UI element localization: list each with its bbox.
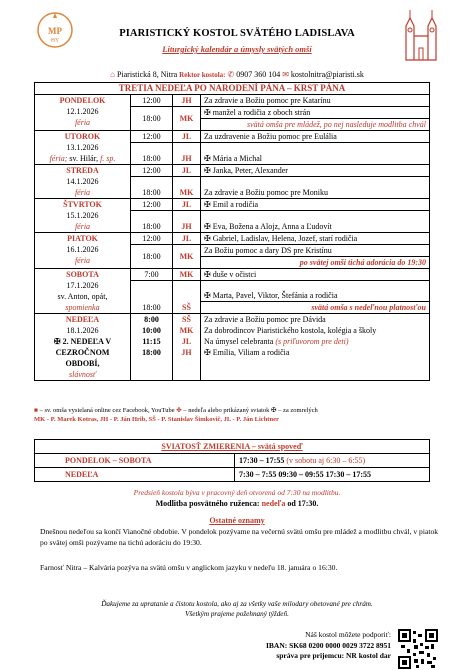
mass-intention: Za uzdravenie a Božiu pomoc pre Eulália: [201, 131, 430, 143]
mass-intention: ✠ Marta, Pavel, Viktor, Štefánia a rodičia: [201, 281, 430, 302]
page-title: PIARISTICKÝ KOSTOL SVÄTÉHO LADISLAVA: [119, 28, 355, 39]
legend-priests: MK - P. Marek Kotras, JH - P. Ján Hrib, SŠ - P. Stanislav Šimkovič, JL - P. Ján Lichtner: [34, 416, 279, 423]
priest-code: JL: [173, 233, 201, 245]
priest-code: MK: [173, 269, 201, 281]
mass-time: 18:00: [131, 281, 173, 314]
day-name: UTOROK: [64, 132, 101, 141]
mass-time: 7:00: [131, 269, 173, 281]
home-icon: ⌂: [110, 70, 115, 79]
priest-code: MK: [173, 107, 201, 131]
mass-schedule-table: [34, 82, 430, 381]
mass-intention: Za dobrodincov Piaristického kostola, kolégia a školy: [204, 326, 377, 335]
priest-code: JL: [181, 337, 192, 346]
day-date: 13.1.2026: [66, 143, 99, 152]
mass-intention: Za zdravie a Božiu pomoc pre Moniku: [201, 177, 430, 199]
iban: IBAN: SK68 0200 0000 0029 3722 8951: [265, 640, 391, 650]
table-row: [35, 269, 430, 281]
day-name: PONDELOK: [59, 96, 106, 105]
mass-time: 18:00: [131, 177, 173, 199]
day-rank: spomienka: [65, 303, 100, 312]
open-note: Predsieň kostola býva v pracovný deň otvorená od 7:30 na modlitbu.: [133, 488, 341, 497]
payment-note: správa pre prijemcu: NR kostol dar: [276, 651, 391, 660]
day-name: PIATOK: [67, 234, 98, 243]
day-name: SOBOTA: [66, 270, 99, 279]
day-name: NEDEĽA: [65, 315, 100, 324]
table-row: [35, 95, 430, 107]
mail-icon: ✉: [282, 70, 289, 79]
day-date: 14.1.2026: [66, 177, 99, 186]
mass-time: 12:00: [131, 199, 173, 211]
table-row: [35, 233, 430, 245]
sunday-feast: ✠ 2. NEDEĽA V CEZROČNOM OBDOBÍ,: [53, 337, 112, 368]
svg-text:MP: MP: [48, 26, 62, 36]
priest-code: SŠ: [173, 281, 201, 314]
other-notices-title: Ostatné oznamy: [209, 516, 265, 525]
bank-info: [258, 630, 391, 662]
phone[interactable]: 0907 360 104: [236, 70, 281, 79]
mass-intention: ✠ Janka, Peter, Alexander: [201, 165, 430, 177]
notice-paragraph: Farnosť Nitra – Kalvária pozýva na svätú omšu v anglickom jazyku v nedeľu 18. januára o 16:30.: [40, 563, 338, 572]
saint-name: sv. Anton, opát,: [57, 292, 108, 301]
day-date: 17.1.2026: [66, 281, 99, 290]
mass-intention: Za Božiu pomoc a dary DS pre Kristínu: [201, 245, 430, 257]
confession-table: [34, 439, 430, 482]
table-row: [35, 314, 430, 381]
day-date: 15.1.2026: [66, 211, 99, 220]
mass-intention: ✠ Eva, Božena a Alojz, Anna a Ľudovít: [201, 211, 430, 233]
day-rank: féria: [74, 222, 91, 231]
saint-rank: f. sp.: [100, 154, 116, 163]
sunday-title: TRETIA NEDEĽA PO NARODENÍ PÁNA – KRST PÁNA: [35, 83, 430, 95]
confession-label: PONDELOK – SOBOTA: [35, 454, 235, 468]
mass-intention: Za zdravie a Božiu pomoc pre Dávida: [204, 315, 326, 324]
sunday-icon: ✤: [176, 407, 182, 414]
rector-label: Rektor kostola:: [179, 71, 226, 79]
mass-intention: Na úmysel celebranta: [204, 337, 274, 346]
day-rank: féria: [74, 188, 91, 197]
mass-time: 11:15: [142, 337, 161, 346]
priest-code: JH: [173, 95, 201, 107]
mass-time: 18:00: [131, 211, 173, 233]
priest-code: MK: [173, 177, 201, 199]
mass-intention: ✠ Emília, Viliam a rodičia: [204, 348, 290, 357]
confession-label: NEDEĽA: [35, 468, 235, 482]
priest-code: JL: [173, 199, 201, 211]
mass-time: 18:00: [131, 143, 173, 165]
table-row: [35, 454, 430, 468]
confession-title: SVIATOSŤ ZMIERENIA – svätá spoveď: [35, 440, 430, 454]
legend: [34, 406, 434, 424]
table-row: [35, 468, 430, 482]
rosary-day: nedeľa: [261, 499, 286, 508]
legend-online: – sv. omša vysielaná online cez Facebook, YouTube: [39, 407, 175, 414]
day-date: 18.1.2026: [66, 326, 99, 335]
priest-code: JL: [173, 131, 201, 143]
mass-time: 18:00: [142, 348, 161, 357]
rosary-label: Modlitba posvätného ruženca:: [155, 499, 260, 508]
day-date: 12.1.2026: [66, 107, 99, 116]
table-row: [35, 199, 430, 211]
day-rank: slávnosť: [69, 370, 96, 379]
day-date: 16.1.2026: [66, 245, 99, 254]
thanks-line: Ďakujeme za upratanie a čistotu kostola, ako aj za všetky vaše milodary obetované pre chrám.: [101, 600, 373, 608]
mass-time: 18:00: [131, 107, 173, 131]
mass-intention: ✠ manžel a rodičia z oboch strán: [201, 107, 430, 119]
mass-time: 12:00: [131, 233, 173, 245]
mass-time: 18:00: [131, 245, 173, 269]
mass-time: 10:00: [142, 326, 161, 335]
camera-icon: ■: [34, 407, 38, 414]
contact-line: [0, 70, 474, 79]
priest-code: MK: [179, 326, 194, 335]
confession-time: 17:30 – 17:55: [239, 456, 285, 465]
mass-intention: ✠ duše v očistci: [201, 269, 430, 281]
day-rank: féria;: [49, 154, 68, 163]
saint-name: sv. Hilár,: [69, 154, 101, 163]
support-text: Náš kostol môžete podporiť:: [305, 630, 391, 639]
svg-text:ΘY: ΘY: [50, 38, 60, 44]
day-rank: féria: [74, 256, 91, 265]
day-name: ŠTVRTOK: [63, 200, 102, 209]
thanks-note: [0, 599, 474, 619]
mass-time: 12:00: [131, 131, 173, 143]
mass-time: 12:00: [131, 165, 173, 177]
priest-code: MK: [173, 245, 201, 269]
mass-note: po svätej omši tichá adorácia do 19:30: [201, 257, 430, 269]
legend-deceased: – za zomrelých: [278, 407, 318, 414]
confession-extra: (v sobotu aj 6:30 – 6:55): [286, 456, 366, 465]
priest-code: JH: [173, 143, 201, 165]
mass-intention: ✠ Gabriel, Ladislav, Helena, Jozef, starí rodičia: [201, 233, 430, 245]
table-row: [35, 131, 430, 143]
day-name: STREDA: [66, 166, 99, 175]
table-row: [35, 165, 430, 177]
rosary-time: od 17:30.: [287, 499, 319, 508]
notice-paragraph: Dnešnou nedeľou sa končí Vianočné obdobie. V pondelok pozývame na večernú svätú omšu pre mládež a modlitbu chvál, v piatok po svätej omši pozývame na tichú adoráciu do 19:30.: [40, 527, 439, 547]
mass-note: svätá omša s nedeľnou platnosťou: [201, 302, 430, 314]
mass-note: (s priľuvorom pre deti): [275, 337, 349, 346]
email[interactable]: kostolnitra@piaristi.sk: [290, 70, 364, 79]
confession-time: 7:30 – 7:55 09:30 – 09:55 17:30 – 17:55: [235, 468, 430, 482]
page-subtitle: Liturgický kalendár a úmysly svätých omší: [162, 44, 312, 54]
thanks-line: Všetkým prajeme požehnaný týždeň.: [185, 610, 289, 618]
mass-note: svätá omša pre mládež, po nej nasleduje modlitba chvál: [201, 119, 430, 131]
rosary-note: [0, 499, 474, 508]
mass-intention: ✠ Mária a Michal: [201, 143, 430, 165]
priest-code: JL: [173, 165, 201, 177]
mass-intention: Za zdravie a Božiu pomoc pre Katarínu: [201, 95, 430, 107]
mass-time: 12:00: [131, 95, 173, 107]
priest-code: JH: [173, 211, 201, 233]
priest-code: JH: [181, 348, 192, 357]
address: Piaristická 8, Nitra: [116, 70, 178, 79]
cross-icon: ✠: [271, 407, 277, 414]
legend-sunday: – nedeľa alebo prikázaný sviatok: [183, 407, 270, 414]
mass-intention: ✠ Emil a rodičia: [201, 199, 430, 211]
priest-code: SŠ: [182, 315, 191, 324]
day-rank: féria: [74, 118, 91, 127]
phone-icon: ✆: [227, 70, 235, 79]
qr-code-icon: [398, 629, 438, 669]
mass-time: 8:00: [144, 315, 159, 324]
